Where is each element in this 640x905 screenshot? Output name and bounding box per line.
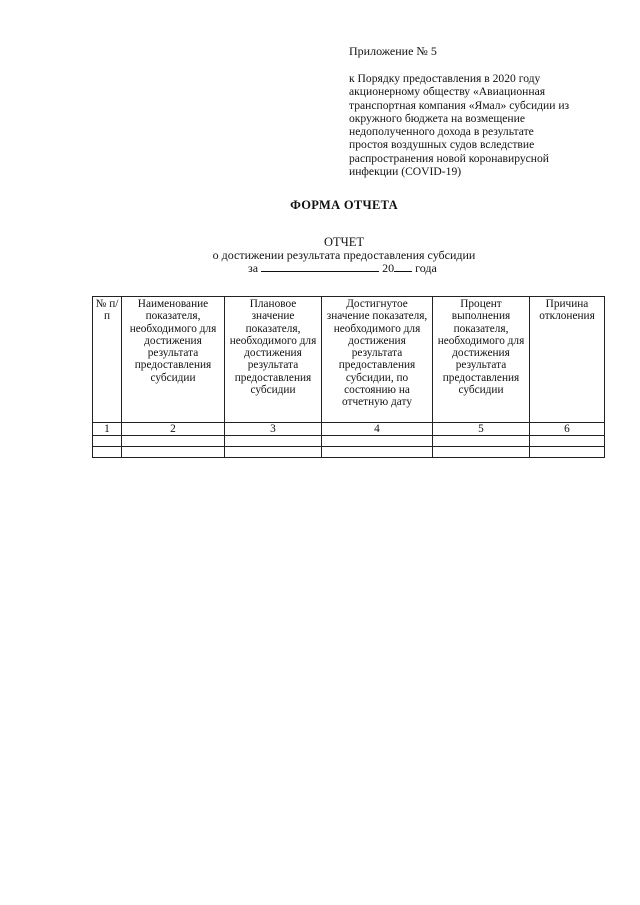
header-cell-number: № п/п xyxy=(93,297,122,423)
report-title: ОТЧЕТ xyxy=(323,235,365,249)
appendix-body xyxy=(349,72,599,178)
table-cell xyxy=(322,436,433,447)
period-blank xyxy=(261,261,379,272)
appendix-line: недополученного дохода в результате xyxy=(349,125,534,139)
table-row xyxy=(93,447,605,458)
header-cell-indicator-name: Наименование показателя, необходимого для достижения результата предоставления субсидии xyxy=(122,297,225,423)
appendix-line: транспортная компания «Ямал» субсидии из xyxy=(349,98,570,112)
table-cell xyxy=(225,447,322,458)
appendix-line: окружного бюджета на возмещение xyxy=(349,111,525,125)
period-year-prefix: 20 xyxy=(382,261,395,275)
column-number-cell: 3 xyxy=(225,423,322,436)
table-cell xyxy=(433,447,530,458)
header-cell-deviation-reason: Причина отклонения xyxy=(530,297,605,423)
appendix-line: распространения новой коронавирусной xyxy=(349,151,550,165)
column-number-cell: 1 xyxy=(93,423,122,436)
header-cell-achieved-value: Достигнутое значение показателя, необходимого для достижения результата предоставления субсидии, по состоянию на отчетную дату xyxy=(322,297,433,423)
column-number-cell: 5 xyxy=(433,423,530,436)
header-cell-planned-value: Плановое значение показателя, необходимого для достижения результата предоставления субсидии xyxy=(225,297,322,423)
period-suffix: года xyxy=(415,261,437,275)
appendix-line: простоя воздушных судов вследствие xyxy=(349,138,535,152)
appendix-line: к Порядку предоставления в 2020 году xyxy=(349,72,541,85)
report-table xyxy=(92,296,605,458)
period-prefix: за xyxy=(248,261,259,275)
table-cell xyxy=(225,436,322,447)
column-number-row xyxy=(93,423,605,436)
appendix-title: Приложение № 5 xyxy=(349,44,437,58)
column-number-cell: 2 xyxy=(122,423,225,436)
table-cell xyxy=(93,447,122,458)
report-period xyxy=(248,261,437,275)
table-cell xyxy=(322,447,433,458)
column-number-cell: 4 xyxy=(322,423,433,436)
year-blank xyxy=(394,261,412,272)
appendix-line: акционерному обществу «Авиационная xyxy=(349,85,546,99)
report-subtitle: о достижении результата предоставления субсидии xyxy=(212,248,476,262)
appendix-line: инфекции (COVID-19) xyxy=(349,165,462,179)
table-header-row xyxy=(93,297,605,423)
table-cell xyxy=(530,447,605,458)
table-cell xyxy=(122,447,225,458)
table-cell xyxy=(93,436,122,447)
header-cell-completion-percent: Процент выполнения показателя, необходимого для достижения результата предоставления субсидии xyxy=(433,297,530,423)
table-row xyxy=(93,436,605,447)
table-cell xyxy=(122,436,225,447)
table-cell xyxy=(530,436,605,447)
form-title: ФОРМА ОТЧЕТА xyxy=(290,198,398,212)
table-cell xyxy=(433,436,530,447)
column-number-cell: 6 xyxy=(530,423,605,436)
